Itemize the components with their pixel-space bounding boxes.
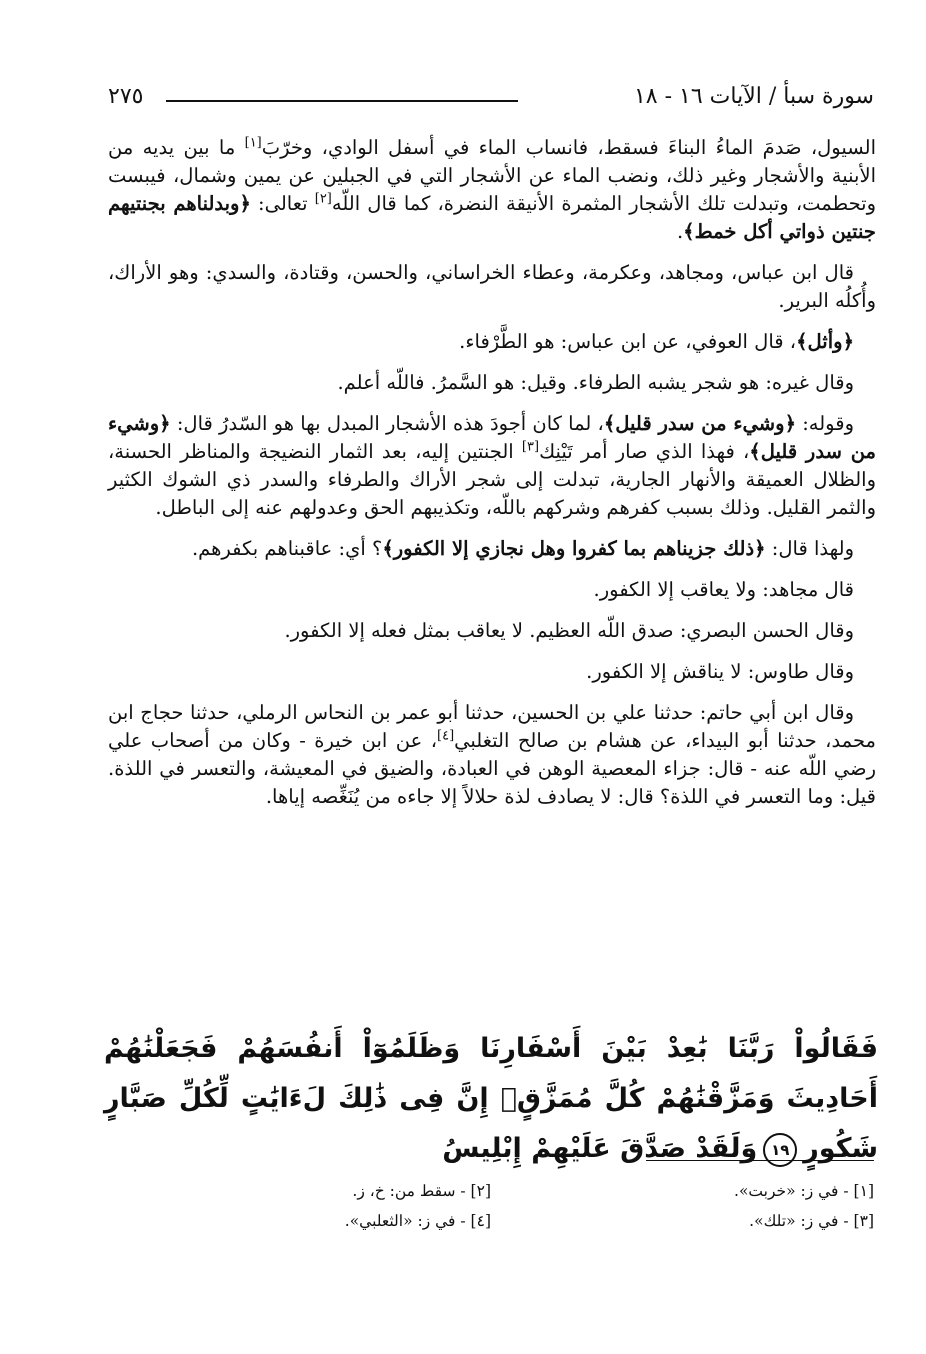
footnote-ref[interactable]: [١]	[244, 135, 262, 151]
ayah-number-marker: ١٩	[763, 1133, 797, 1167]
footnote-row	[108, 1206, 874, 1236]
quran-verse: فَقَالُواْ رَبَّنَا بَٰعِدْ بَيْنَ أَسْفَارِنَا وَظَلَمُوٓاْ أَنفُسَهُمْ فَجَعَلْنَٰهُمْ أَحَادِيثَ وَمَزَّقْنَٰهُمْ كُلَّ مُمَزَّقٍۚ إِنَّ فِى ذَٰلِكَ لَءَايَٰتٍ لِّكُلِّ صَبَّارٍ شَكُورٍ١٩وَلَقَدْ صَدَّقَ عَلَيْهِمْ إِبْلِيسُ	[104, 1024, 878, 1174]
paragraph: قال مجاهد: ولا يعاقب إلا الكفور.	[593, 578, 854, 601]
header-rule	[166, 100, 518, 102]
paragraph: وقال ابن أبي حاتم: حدثنا علي بن الحسين، حدثنا أبو عمر بن النحاس الرملي، حدثنا حجاج ابن محمد، حدثنا أبو البيداء، عن هشام بن صالح التغلبي[٤]، عن ابن خيرة - وكان من أصحاب علي رضي اللّه عنه - قال: جزاء المعصية الوهن في العبادة، والضيق في المعيشة، والتعسر في اللذة. قيل: وما التعسر في اللذة؟ قال: لا يصادف لذة حلالاً إلا جاءه من يُنَغِّصه إياها.	[108, 701, 876, 808]
paragraph: ولهذا قال: ﴿ذلك جزيناهم بما كفروا وهل نجازي إلا الكفور﴾؟ أي: عاقبناهم بكفرهم.	[191, 537, 854, 560]
commentary-body	[108, 134, 876, 824]
quran-quote: ﴿وبدلناهم بجنتيهم جنتين ذواتي أكل خمط﴾	[108, 192, 876, 243]
quran-quote: ﴿ذلك جزيناهم بما كفروا وهل نجازي إلا الكفور﴾	[382, 537, 766, 560]
paragraph: وقال الحسن البصري: صدق اللّه العظيم. لا يعاقب بمثل فعله إلا الكفور.	[284, 619, 854, 642]
footnote-item: [٢] - سقط من: خ، ز.	[352, 1182, 491, 1200]
quran-quote: ﴿وشيء من سدر قليل﴾	[108, 412, 876, 463]
quran-quote: ﴿وأثل﴾	[796, 330, 854, 353]
footnote-ref[interactable]: [٢]	[314, 191, 332, 207]
paragraph: قال ابن عباس، ومجاهد، وعكرمة، وعطاء الخراساني، والحسن، وقتادة، والسدي: وهو الأراك، وأُكلُه البرير.	[108, 261, 876, 312]
page-header	[108, 82, 874, 116]
footnote-item: [٤] - في ز: «الثعلبي».	[344, 1212, 491, 1230]
footnote-ref[interactable]: [٣]	[521, 439, 540, 455]
footnote-item: [٣] - في ز: «تلك».	[749, 1212, 874, 1230]
quran-quote: ﴿وشيء من سدر قليل﴾	[603, 412, 796, 435]
paragraph: وقال طاوس: لا يناقش إلا الكفور.	[586, 660, 854, 683]
paragraph: ﴿وأثل﴾، قال العوفي، عن ابن عباس: هو الطَّرْفاء.	[459, 330, 854, 353]
page-number: ٢٧٥	[108, 84, 144, 109]
running-title: سورة سبأ / الآيات ١٦ - ١٨	[633, 84, 874, 109]
paragraph: وقوله: ﴿وشيء من سدر قليل﴾، لما كان أجودَ هذه الأشجار المبدل بها هو السّدرُ قال: ﴿وشيء من سدر قليل﴾، فهذا الذي صار أمر تَيْنِك[٣] الجنتين إليه، بعد الثمار النضيجة والمناظر الحسنة، والظلال العميقة والأنهار الجارية، تبدلت إلى شجر الأراك والطرفاء والسدر ذي الشوك الكثير والثمر القليل. وذلك بسبب كفرهم وشركهم باللّه، وتكذيبهم الحق وعدولهم عنه إلى الباطل.	[108, 412, 876, 519]
footnote-rule	[646, 1160, 874, 1161]
footnotes	[108, 1176, 874, 1236]
footnote-ref[interactable]: [٤]	[437, 728, 455, 744]
paragraph: السيول، صَدمَ الماءُ البناءَ فسقط، فانساب الماء في أسفل الوادي، وخرّبَ[١] ما بين يديه من الأبنية والأشجار وغير ذلك، ونضب الماء عن الأشجار التي في الجبلين عن يمين وشمال، فيبست وتحطمت، وتبدلت تلك الأشجار المثمرة الأنيقة النضرة، كما قال اللّه[٢] تعالى: ﴿وبدلناهم بجنتيهم جنتين ذواتي أكل خمط﴾.	[108, 135, 877, 243]
paragraph: وقال غيره: هو شجر يشبه الطرفاء. وقيل: هو السَّمرُ. فاللّه أعلم.	[337, 371, 854, 394]
footnote-row	[108, 1176, 874, 1206]
footnote-item: [١] - في ز: «خربت».	[734, 1182, 874, 1200]
